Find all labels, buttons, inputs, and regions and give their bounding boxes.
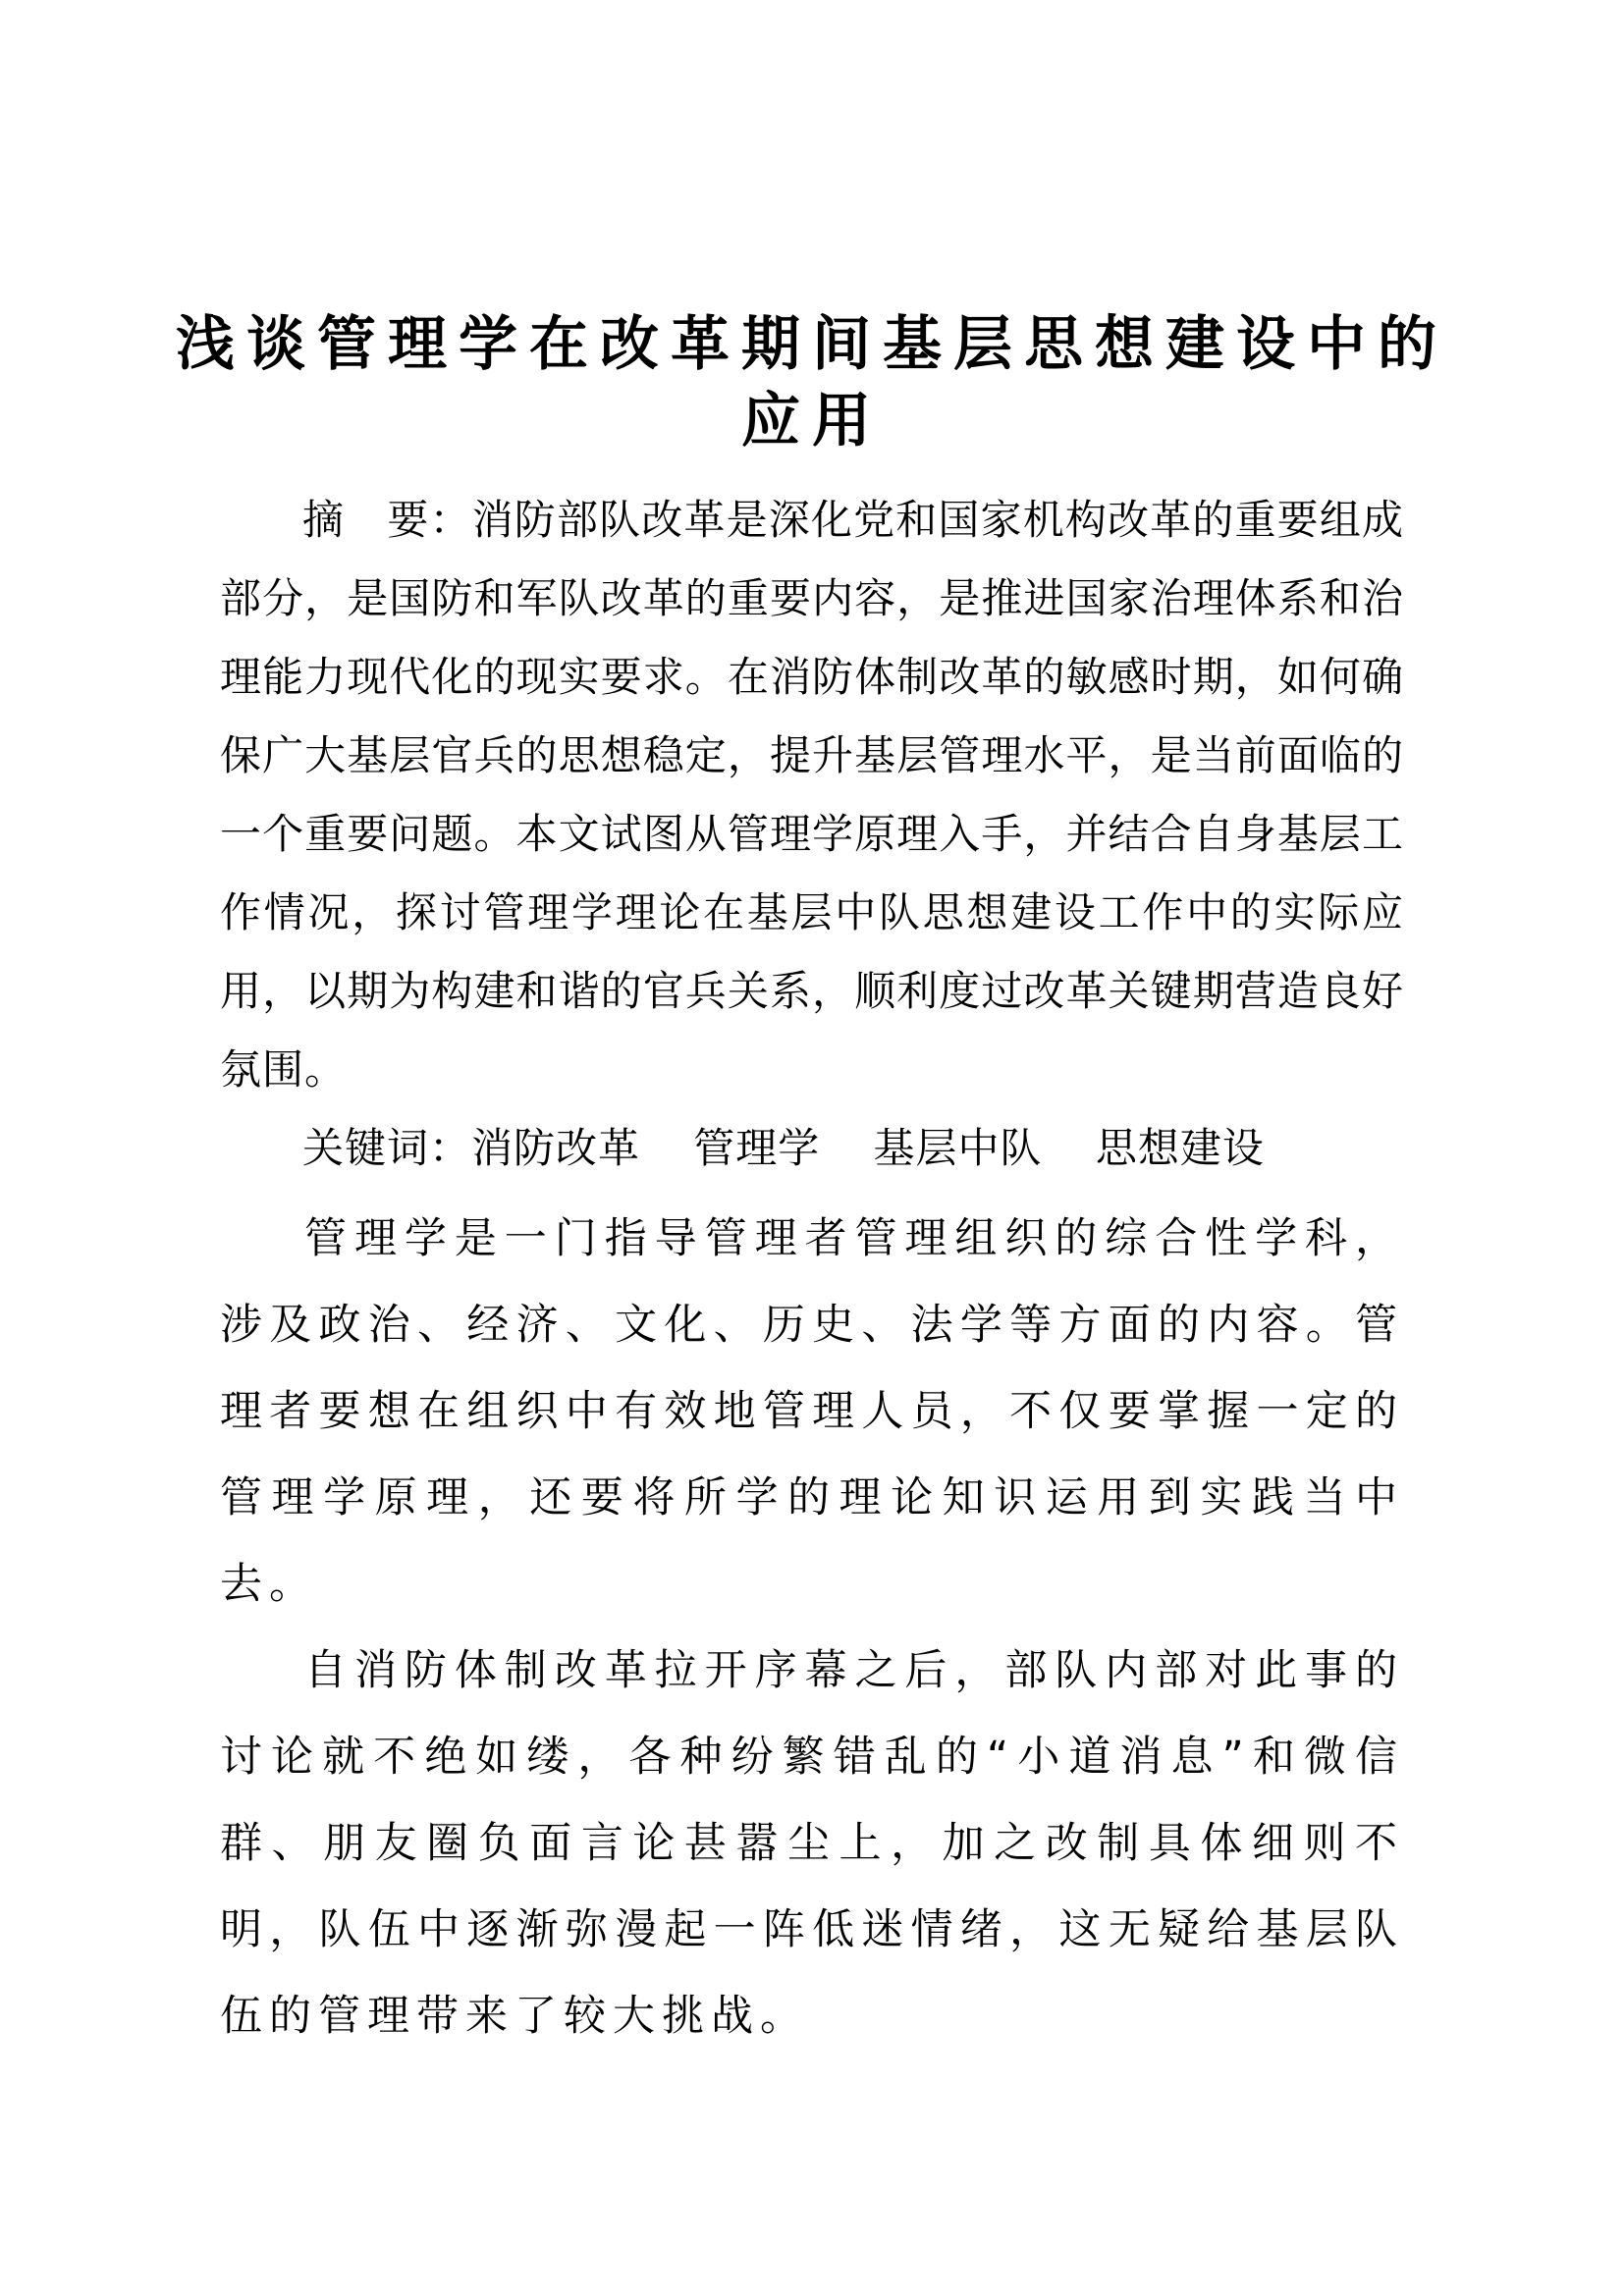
abstract-text: 消防部队改革是深化党和国家机构改革的重要组成部分，是国防和军队改革的重要内容，是推进国家治理体系和治理能力现代化的现实要求。在消防体制改革的敏感时期，如何确保广大基层官兵的思想稳定，提升基层管理水平，是当前面临的一个重要问题。本文试图从管理学原理入手，并结合自身基层工作情况，探讨管理学理论在基层中队思想建设工作中的实际应用，以期为构建和谐的官兵关系，顺利度过改革关键期营造良好氛围。	[220, 496, 1404, 1094]
abstract-paragraph	[220, 481, 1404, 1109]
keyword-item: 思想建设	[1095, 1124, 1265, 1172]
document-title: 浅谈管理学在改革期间基层思想建设中的应用	[176, 310, 1448, 455]
keyword-item: 消防改革	[471, 1124, 641, 1172]
keywords-line	[220, 1109, 1404, 1188]
keyword-item: 管理学	[693, 1124, 821, 1172]
keyword-item: 基层中队	[873, 1124, 1043, 1172]
body-paragraph: 管理学是一门指导管理者管理组织的综合性学科，涉及政治、经济、文化、历史、法学等方面的内容。管理者要想在组织中有效地管理人员，不仅要掌握一定的管理学原理，还要将所学的理论知识运用到实践当中去。	[220, 1214, 1404, 1609]
body-paragraph: 自消防体制改革拉开序幕之后，部队内部对此事的讨论就不绝如缕，各种纷繁错乱的“小道消息”和微信群、朋友圈负面言论甚嚣尘上，加之改制具体细则不明，队伍中逐渐弥漫起一阵低迷情绪，这无疑给基层队伍的管理带来了较大挑战。	[220, 1646, 1404, 2041]
abstract-label: 摘 要：	[302, 496, 472, 544]
keywords-label: 关键词：	[302, 1124, 472, 1172]
